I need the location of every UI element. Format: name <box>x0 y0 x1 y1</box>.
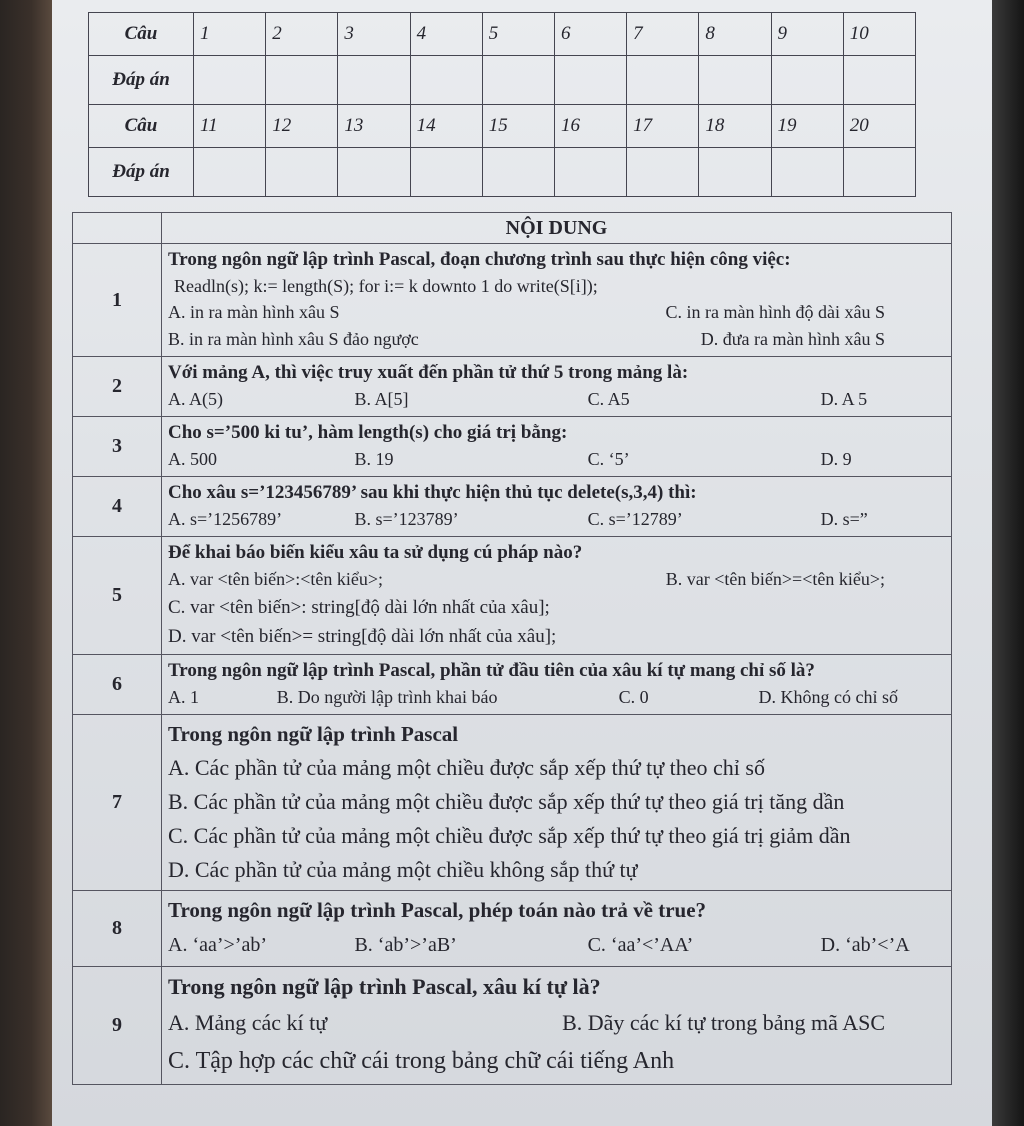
option-b: B. Các phần tử của mảng một chiều được sắp xếp thứ tự theo giá trị tăng dần <box>168 789 845 814</box>
option-row <box>168 927 945 963</box>
question-stem: Trong ngôn ngữ lập trình Pascal, xâu kí tự là? <box>168 974 601 999</box>
answer-cell[interactable] <box>843 56 915 105</box>
option-b: B. Do người lập trình khai báo <box>276 687 498 707</box>
answer-cell[interactable] <box>410 148 482 197</box>
answer-cell[interactable] <box>266 148 338 197</box>
option-c: C. in ra màn hình độ dài xâu S <box>665 302 885 322</box>
question-body <box>162 715 952 891</box>
question-number-cell: 9 <box>771 13 843 56</box>
option-a: A. in ra màn hình xâu S <box>168 302 340 322</box>
option-d: D. 9 <box>820 449 852 469</box>
question-body <box>162 477 952 537</box>
option-c: C. Tập hợp các chữ cái trong bảng chữ cái tiếng Anh <box>168 1048 675 1074</box>
content-header: NỘI DUNG <box>162 213 952 244</box>
question-number-cell: 19 <box>771 105 843 148</box>
question-row-9 <box>73 967 952 1085</box>
option-row <box>168 566 945 593</box>
option-a: A. s=’1256789’ <box>168 509 283 529</box>
question-body <box>162 655 952 715</box>
option-c: C. s=’12789’ <box>587 509 683 529</box>
question-number: 5 <box>73 537 162 655</box>
option-a: A. 1 <box>168 687 199 707</box>
question-number: 6 <box>73 655 162 715</box>
answer-cell[interactable] <box>554 148 626 197</box>
cau-label: Câu <box>89 105 194 148</box>
question-code: Readln(s); k:= length(S); for i:= k downto 1 do write(S[i]); <box>174 276 598 296</box>
question-body <box>162 244 952 357</box>
option-c: C. var <tên biến>: string[độ dài lớn nhất của xâu]; <box>168 597 550 618</box>
question-body <box>162 967 952 1085</box>
answer-sheet-grid <box>88 12 916 197</box>
question-number-cell: 20 <box>843 105 915 148</box>
question-stem: Với mảng A, thì việc truy xuất đến phần tử thứ 5 trong mảng là: <box>168 362 689 383</box>
option-row <box>168 1005 945 1041</box>
question-stem: Trong ngôn ngữ lập trình Pascal, đoạn chương trình sau thực hiện công việc: <box>168 249 791 270</box>
answer-cell[interactable] <box>843 148 915 197</box>
question-number-cell: 10 <box>843 13 915 56</box>
question-body <box>162 891 952 967</box>
option-a: A. Các phần tử của mảng một chiều được sắp xếp thứ tự theo chỉ số <box>168 755 765 780</box>
question-stem: Cho s=’500 ki tu’, hàm length(s) cho giá trị bằng: <box>168 422 568 443</box>
answer-grid-row-dap-an-2 <box>89 148 916 197</box>
question-number-cell: 8 <box>699 13 771 56</box>
answer-cell[interactable] <box>410 56 482 105</box>
question-number-cell: 3 <box>338 13 410 56</box>
answer-cell[interactable] <box>699 56 771 105</box>
photo-background-left <box>0 0 52 1126</box>
question-stem: Trong ngôn ngữ lập trình Pascal, phép toán nào trả về true? <box>168 898 707 922</box>
question-row-6 <box>73 655 952 715</box>
answer-cell[interactable] <box>771 56 843 105</box>
option-a: A. ‘aa’>’ab’ <box>168 934 267 956</box>
question-number-cell: 5 <box>482 13 554 56</box>
option-c: C. Các phần tử của mảng một chiều được sắp xếp thứ tự theo giá trị giảm dần <box>168 823 851 848</box>
option-d: D. A 5 <box>820 389 868 409</box>
option-a: A. Mảng các kí tự <box>168 1010 328 1035</box>
photo-background-right <box>992 0 1024 1126</box>
question-body <box>162 537 952 655</box>
option-a: A. 500 <box>168 449 217 469</box>
answer-grid-row-cau-2 <box>89 105 916 148</box>
option-a: A. A(5) <box>168 389 223 409</box>
question-number-cell: 14 <box>410 105 482 148</box>
question-row-7 <box>73 715 952 891</box>
option-d: D. var <tên biến>= string[độ dài lớn nhất của xâu]; <box>168 626 557 647</box>
dap-an-label: Đáp án <box>89 148 194 197</box>
question-stem: Cho xâu s=’123456789’ sau khi thực hiện thủ tục delete(s,3,4) thì: <box>168 482 697 503</box>
exam-paper <box>52 0 992 1126</box>
question-number-cell: 15 <box>482 105 554 148</box>
question-number-cell: 11 <box>194 105 266 148</box>
option-d: D. Các phần tử của mảng một chiều không sắp thứ tự <box>168 857 638 882</box>
question-body <box>162 417 952 477</box>
option-b: B. s=’123789’ <box>354 509 459 529</box>
answer-cell[interactable] <box>482 56 554 105</box>
answer-cell[interactable] <box>338 148 410 197</box>
question-number: 8 <box>73 891 162 967</box>
option-row <box>168 299 945 326</box>
question-stem: Trong ngôn ngữ lập trình Pascal <box>168 722 459 746</box>
option-row <box>168 684 945 711</box>
question-stem: Trong ngôn ngữ lập trình Pascal, phần tử đầu tiên của xâu kí tự mang chỉ số là? <box>168 660 815 681</box>
question-number-cell: 16 <box>554 105 626 148</box>
answer-cell[interactable] <box>266 56 338 105</box>
answer-cell[interactable] <box>627 148 699 197</box>
questions-table <box>72 212 952 1085</box>
option-d: D. đưa ra màn hình xâu S <box>700 329 885 349</box>
dap-an-label: Đáp án <box>89 56 194 105</box>
question-row-1 <box>73 244 952 357</box>
question-number-cell: 17 <box>627 105 699 148</box>
option-b: B. ‘ab’>’aB’ <box>354 934 457 956</box>
question-number-cell: 7 <box>627 13 699 56</box>
question-number-cell: 4 <box>410 13 482 56</box>
question-number-cell: 6 <box>554 13 626 56</box>
option-row <box>168 446 945 473</box>
answer-cell[interactable] <box>194 148 266 197</box>
question-number: 9 <box>73 967 162 1085</box>
question-row-8 <box>73 891 952 967</box>
question-number-cell: 12 <box>266 105 338 148</box>
question-number: 1 <box>73 244 162 357</box>
option-c: C. ‘aa’<’AA’ <box>587 934 694 956</box>
option-b: B. Dãy các kí tự trong bảng mã ASC <box>562 1010 885 1035</box>
answer-grid-row-dap-an-1 <box>89 56 916 105</box>
question-row-3 <box>73 417 952 477</box>
option-a: A. var <tên biến>:<tên kiểu>; <box>168 569 384 589</box>
content-header-row <box>73 213 952 244</box>
question-number-cell: 2 <box>266 13 338 56</box>
question-stem: Để khai báo biến kiểu xâu ta sử dụng cú pháp nào? <box>168 542 583 563</box>
option-b: B. in ra màn hình xâu S đảo ngược <box>168 329 419 349</box>
question-row-2 <box>73 357 952 417</box>
option-c: C. ‘5’ <box>587 449 630 469</box>
header-empty-cell <box>73 213 162 244</box>
option-d: D. s=” <box>820 509 868 529</box>
question-number: 7 <box>73 715 162 891</box>
option-row <box>168 386 945 413</box>
question-body <box>162 357 952 417</box>
option-row <box>168 506 945 533</box>
option-d: D. ‘ab’<’A <box>820 934 910 956</box>
answer-cell[interactable] <box>627 56 699 105</box>
answer-cell[interactable] <box>338 56 410 105</box>
option-c: C. A5 <box>587 389 630 409</box>
question-number-cell: 1 <box>194 13 266 56</box>
question-number: 2 <box>73 357 162 417</box>
option-c: C. 0 <box>618 687 649 707</box>
answer-cell[interactable] <box>482 148 554 197</box>
answer-cell[interactable] <box>554 56 626 105</box>
option-b: B. 19 <box>354 449 394 469</box>
option-b: B. var <tên biến>=<tên kiểu>; <box>665 569 885 589</box>
question-number-cell: 18 <box>699 105 771 148</box>
question-row-4 <box>73 477 952 537</box>
answer-cell[interactable] <box>699 148 771 197</box>
question-row-5 <box>73 537 952 655</box>
option-b: B. A[5] <box>354 389 409 409</box>
question-number: 3 <box>73 417 162 477</box>
cau-label: Câu <box>89 13 194 56</box>
answer-cell[interactable] <box>771 148 843 197</box>
question-number: 4 <box>73 477 162 537</box>
question-number-cell: 13 <box>338 105 410 148</box>
option-d: D. Không có chỉ số <box>758 687 898 707</box>
option-row <box>168 326 945 353</box>
answer-grid-row-cau-1 <box>89 13 916 56</box>
answer-cell[interactable] <box>194 56 266 105</box>
